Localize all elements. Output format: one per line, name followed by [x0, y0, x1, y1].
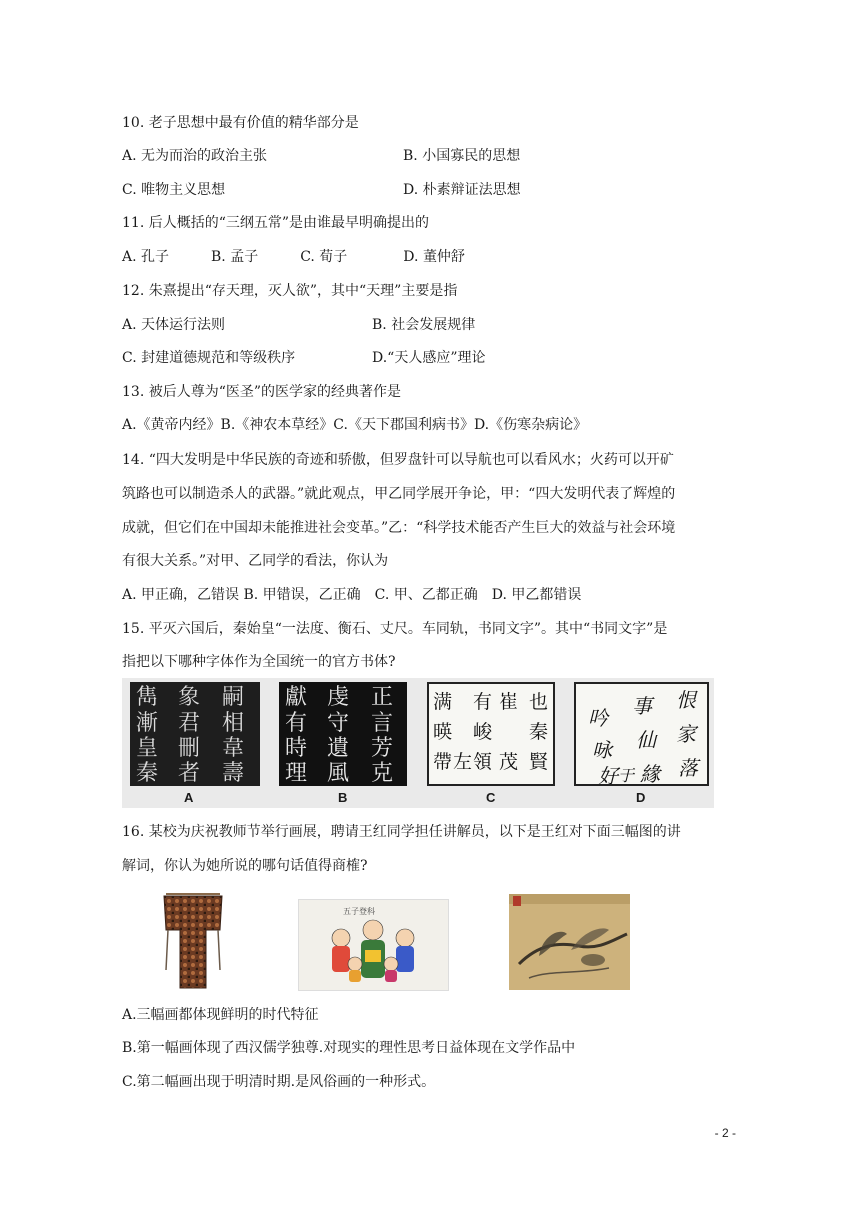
calligraphy-label-b: B	[338, 790, 348, 805]
q14-line-3: 成就，但它们在中国却未能推进社会变革。”乙：“科学技术能否产生巨大的效益与社会环境	[122, 520, 676, 536]
calligraphy-label-d: D	[636, 790, 646, 805]
calligraphy-panel-a: 雋 象 嗣 漸 君 相 皇 刪 韋 秦 者 壽	[130, 682, 260, 786]
q14-line-1: 14. “四大发明是中华民族的奇迹和骄傲，但罗盘针可以导航也可以看风水；火药可以开矿	[122, 452, 674, 468]
q10-option-d: D. 朴素辩证法思想	[403, 182, 521, 198]
q15-line-2: 指把以下哪种字体作为全国统一的官方书体?	[122, 654, 396, 670]
calligraphy-panel-d: 恨 事 吟 仙 家 咏 好 緣 落 于	[574, 682, 709, 786]
q12-option-c: C. 封建道德规范和等级秩序	[122, 350, 296, 366]
q12-option-a: A. 天体运行法则	[122, 317, 226, 333]
q14-line-4: 有很大关系。”对甲、乙同学的看法，你认为	[122, 553, 389, 569]
q13-stem: 13. 被后人尊为“医圣”的医学家的经典著作是	[122, 384, 402, 400]
q16-option-b: B.第一幅画体现了西汉儒学独尊.对现实的理性思考日益体现在文学作品中	[122, 1040, 576, 1056]
q10-option-c: C. 唯物主义思想	[122, 182, 226, 198]
q11-stem: 11. 后人概括的“三纲五常”是由谁最早明确提出的	[122, 215, 430, 231]
q10-stem: 10. 老子思想中最有价值的精华部分是	[122, 115, 359, 131]
new-year-picture-image	[298, 899, 449, 991]
q12-option-d: D.“天人感应”理论	[372, 350, 486, 366]
calligraphy-label-a: A	[184, 790, 194, 805]
q12-option-b: B. 社会发展规律	[372, 317, 476, 333]
page-number: - 2 -	[714, 1126, 736, 1140]
calligraphy-panel-c: 满 有 崔 也 暎 峻 秦 帶 領 賢 左 茂	[427, 682, 555, 786]
q16-line-2: 解词，你认为她所说的哪句话值得商榷?	[122, 858, 368, 874]
q15-line-1: 15. 平灭六国后，秦始皇“一法度、衡石、丈尺。车同轨，书同文字”。其中“书同文字”是	[122, 621, 668, 637]
q14-options: A. 甲正确，乙错误 B. 甲错误，乙正确 C. 甲、乙都正确 D. 甲乙都错误	[122, 587, 582, 603]
q13-options: A.《黄帝内经》B.《神农本草经》C.《天下郡国利病书》D.《伤寒杂病论》	[122, 417, 588, 433]
ink-painting-image	[509, 894, 630, 990]
calligraphy-label-c: C	[486, 790, 496, 805]
calligraphy-figure	[122, 678, 714, 808]
q10-option-b: B. 小国寡民的思想	[403, 148, 521, 164]
q12-stem: 12. 朱熹提出“存天理，灭人欲”，其中“天理”主要是指	[122, 283, 458, 299]
q10-option-a: A. 无为而治的政治主张	[122, 148, 268, 164]
q16-line-1: 16. 某校为庆祝教师节举行画展，聘请王红同学担任讲解员，以下是王红对下面三幅图的讲	[122, 824, 681, 840]
q11-options: A. 孔子 B. 孟子 C. 荀子 D. 董仲舒	[122, 249, 465, 265]
q16-option-c: C.第二幅画出现于明清时期.是风俗画的一种形式。	[122, 1074, 436, 1090]
new-year-picture-title: 五子登科	[343, 907, 375, 916]
calligraphy-panel-b: 獻 有 時 虔 守 遺 正 言 芳 克 理 風	[279, 682, 407, 786]
q16-option-a: A.三幅画都体现鲜明的时代特征	[122, 1007, 319, 1023]
silk-banner-image	[158, 890, 228, 994]
q14-line-2: 筑路也可以制造杀人的武器。”就此观点，甲乙同学展开争论，甲：“四大发明代表了辉煌的	[122, 486, 676, 502]
